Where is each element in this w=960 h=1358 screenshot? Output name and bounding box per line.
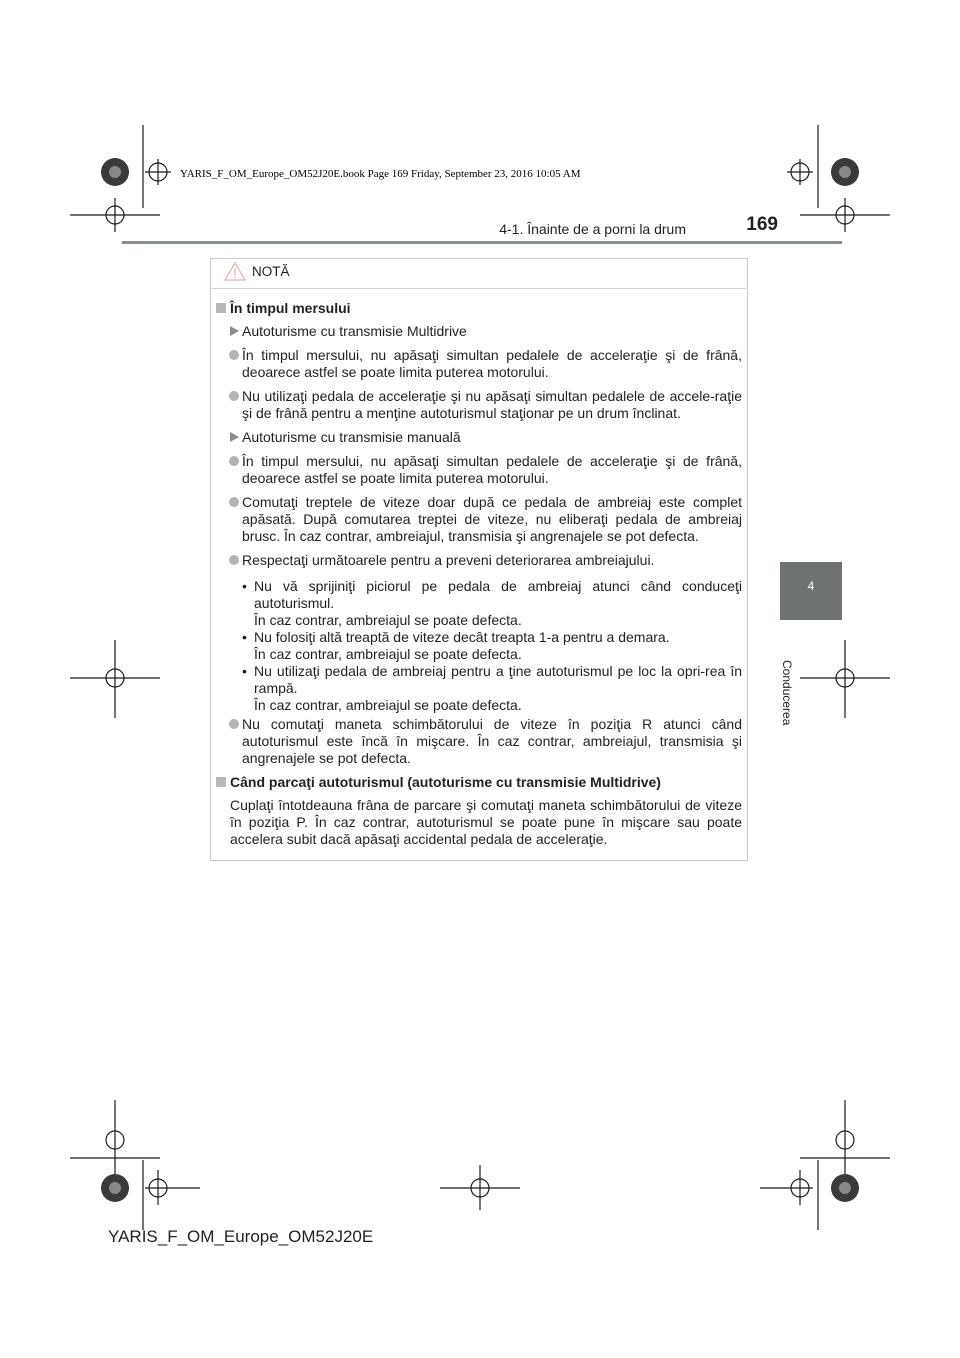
list-item: Nu comutaţi maneta schimbătorului de viteze în poziţia R atunci când autoturismul este încă în mişcare. În caz contrar, ambreiajul, transmisia şi angrenajele se pot defecta. [216,716,742,767]
header-rule [122,241,842,244]
dash-item: • Nu vă sprijiniţi piciorul pe pedala de ambreiaj atunci când conduceţi autoturismul. În caz contrar, ambreiajul se poate defecta. [242,578,742,628]
chapter-label: Conducerea [780,660,794,726]
triangle-marker-icon [230,326,239,336]
warning-triangle-icon [224,262,246,281]
notice-title [224,262,290,281]
section-title: 4-1. Înainte de a porni la drum [499,221,686,237]
list-item: Comutaţi treptele de viteze doar după ce pedala de ambreiaj este complet apăsată. După comutarea treptei de viteze, nu eliberaţi pedala de ambreiaj brusc. În caz contrar, ambreiajul, transmisia şi angrenajele se pot defecta. [216,494,742,545]
triangle-marker-icon [230,432,239,442]
chapter-tab [780,562,842,620]
list-item: În timpul mersului, nu apăsaţi simultan pedalele de acceleraţie şi de frână, deoarece astfel se poate limita puterea motorului. [216,453,742,487]
bullet-icon [229,391,239,401]
square-bullet-icon [216,777,226,787]
section-heading: Când parcaţi autoturismul (autoturisme cu transmisie Multidrive) [216,774,742,791]
page-number: 169 [746,214,778,235]
list-item: Respectaţi următoarele pentru a preveni deteriorarea ambreiajului. [216,552,742,569]
dash-item: • Nu utilizaţi pedala de ambreiaj pentru a ţine autoturismul pe loc la opri-rea în rampă. În caz contrar, ambreiajul se poate defecta. [242,663,742,713]
footer-doc-id: YARIS_F_OM_Europe_OM52J20E [108,1227,374,1246]
print-info: YARIS_F_OM_Europe_OM52J20E.book Page 169 Friday, September 23, 2016 10:05 AM [180,168,581,180]
bullet-icon [229,456,239,466]
bullet-icon [229,350,239,360]
bullet-icon [229,555,239,565]
notice-title-text: NOTĂ [252,264,290,279]
notice-content [216,300,742,848]
square-bullet-icon [216,303,226,313]
list-item: În timpul mersului, nu apăsaţi simultan pedalele de acceleraţie şi de frână, deoarece astfel se poate limita puterea motorului. [216,347,742,381]
chapter-number: 4 [807,579,815,593]
dash-item: • Nu folosiţi altă treaptă de viteze decât treapta 1-a pentru a demara. În caz contrar, ambreiajul se poate defecta. [242,629,670,662]
notice-divider [212,288,746,289]
section-heading: În timpul mersului [216,300,742,317]
bullet-icon [229,497,239,507]
bullet-icon [229,719,239,729]
paragraph: Cuplaţi întotdeauna frâna de parcare şi comutaţi maneta schimbătorului de viteze în poziţia P. În caz contrar, autoturismul se poate pune în mişcare sau poate accelera subit dacă apăsaţi accidental pedala de acceleraţie. [230,797,742,847]
subheading: Autoturisme cu transmisie Multidrive [216,323,742,340]
list-item: Nu utilizaţi pedala de acceleraţie şi nu apăsaţi simultan pedalele de accele-raţie şi de frână pentru a menţine autoturismul staţionar pe un drum înclinat. [216,388,742,422]
subheading: Autoturisme cu transmisie manuală [216,429,742,446]
